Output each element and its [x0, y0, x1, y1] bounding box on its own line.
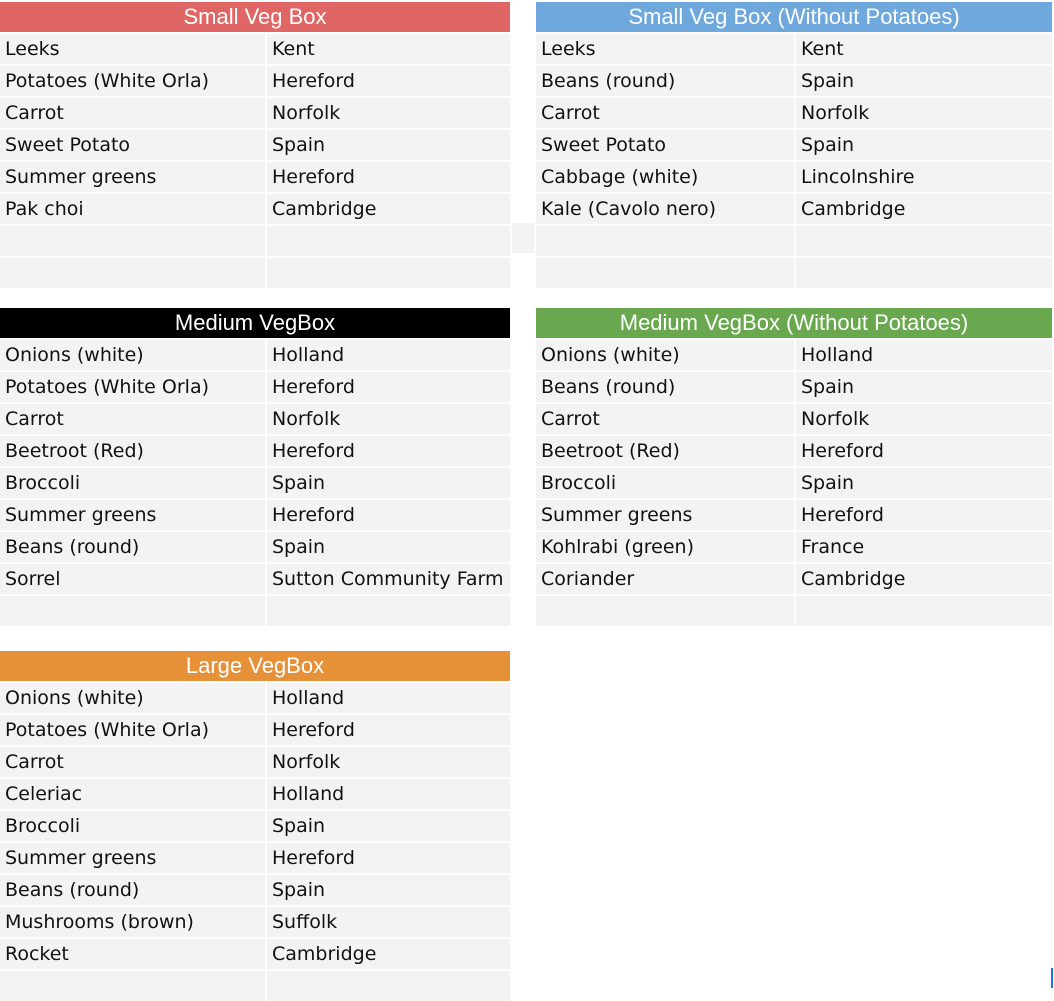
table-row: [0, 162, 510, 192]
vegetable-cell[interactable]: Broccoli: [0, 468, 265, 498]
table-row: [536, 596, 1052, 626]
vegetable-cell[interactable]: [536, 226, 794, 256]
origin-cell[interactable]: Hereford: [267, 843, 510, 873]
origin-cell[interactable]: Holland: [267, 683, 510, 713]
table-row: [536, 532, 1052, 562]
table-row: [536, 98, 1052, 128]
vegetable-cell[interactable]: Sweet Potato: [536, 130, 794, 160]
table-row: [536, 34, 1052, 64]
table-row: [536, 194, 1052, 224]
table-row: [0, 66, 510, 96]
vegetable-cell[interactable]: Summer greens: [0, 500, 265, 530]
table-row: [536, 500, 1052, 530]
table-row: [0, 258, 510, 288]
origin-cell[interactable]: Hereford: [267, 436, 510, 466]
table-row: [0, 468, 510, 498]
table-row: [536, 130, 1052, 160]
table-row: [536, 258, 1052, 288]
table-row: [536, 340, 1052, 370]
medium-vegbox-no-potatoes-table: [536, 308, 1052, 626]
table-row: [0, 130, 510, 160]
vegetable-cell[interactable]: Sweet Potato: [0, 130, 265, 160]
origin-cell[interactable]: Holland: [267, 779, 510, 809]
table-row: [0, 907, 510, 937]
vegetable-cell[interactable]: Broccoli: [536, 468, 794, 498]
table-row: [536, 226, 1052, 256]
vegetable-cell[interactable]: Carrot: [536, 98, 794, 128]
table-row: [0, 404, 510, 434]
large-vegbox-header: Large VegBox: [0, 651, 510, 681]
table-row: [0, 226, 510, 256]
table-row: [536, 372, 1052, 402]
vegetable-cell[interactable]: Leeks: [536, 34, 794, 64]
small-veg-box-rows: [0, 34, 510, 288]
table-row: [0, 683, 510, 713]
table-row: [536, 162, 1052, 192]
vegetable-cell[interactable]: [536, 258, 794, 288]
vegetable-cell[interactable]: Coriander: [536, 564, 794, 594]
origin-cell[interactable]: Suffolk: [267, 907, 510, 937]
origin-cell[interactable]: Spain: [267, 811, 510, 841]
table-row: [0, 500, 510, 530]
table-row: [0, 596, 510, 626]
table-row: [0, 372, 510, 402]
table-row: [0, 715, 510, 745]
origin-cell[interactable]: Norfolk: [267, 98, 510, 128]
vegetable-cell[interactable]: Beetroot (Red): [0, 436, 265, 466]
vegetable-cell[interactable]: Beans (round): [536, 66, 794, 96]
origin-cell[interactable]: Spain: [796, 372, 1052, 402]
origin-cell[interactable]: [267, 258, 510, 288]
origin-cell[interactable]: Norfolk: [796, 98, 1052, 128]
table-row: [536, 404, 1052, 434]
origin-cell[interactable]: Lincolnshire: [796, 162, 1052, 192]
origin-cell[interactable]: Spain: [267, 875, 510, 905]
table-row: [0, 194, 510, 224]
origin-cell[interactable]: Hereford: [267, 715, 510, 745]
origin-cell[interactable]: Sutton Community Farm: [267, 564, 510, 594]
origin-cell[interactable]: Cambridge: [796, 194, 1052, 224]
vegetable-cell[interactable]: Potatoes (White Orla): [0, 715, 265, 745]
vegetable-cell[interactable]: Beans (round): [0, 532, 265, 562]
vegetable-cell[interactable]: [0, 258, 265, 288]
origin-cell[interactable]: Holland: [796, 340, 1052, 370]
vegetable-cell[interactable]: [536, 596, 794, 626]
vegetable-cell[interactable]: Potatoes (White Orla): [0, 66, 265, 96]
vegetable-cell[interactable]: Pak choi: [0, 194, 265, 224]
origin-cell[interactable]: Hereford: [267, 500, 510, 530]
table-row: [0, 436, 510, 466]
origin-cell[interactable]: Spain: [796, 66, 1052, 96]
vegetable-cell[interactable]: [0, 226, 265, 256]
vegetable-cell[interactable]: Leeks: [0, 34, 265, 64]
origin-cell[interactable]: Spain: [796, 468, 1052, 498]
vegetable-cell[interactable]: [0, 971, 265, 1001]
table-row: [536, 436, 1052, 466]
origin-cell[interactable]: Cambridge: [267, 939, 510, 969]
origin-cell[interactable]: Norfolk: [267, 747, 510, 777]
vegetable-cell[interactable]: Cabbage (white): [536, 162, 794, 192]
vegetable-cell[interactable]: Beans (round): [536, 372, 794, 402]
origin-cell[interactable]: [796, 596, 1052, 626]
origin-cell[interactable]: France: [796, 532, 1052, 562]
vegetable-cell[interactable]: Mushrooms (brown): [0, 907, 265, 937]
table-row: [0, 811, 510, 841]
vegetable-cell[interactable]: Kohlrabi (green): [536, 532, 794, 562]
vegetable-cell[interactable]: Carrot: [0, 98, 265, 128]
origin-cell[interactable]: Cambridge: [796, 564, 1052, 594]
table-row: [536, 468, 1052, 498]
large-vegbox-rows: [0, 683, 510, 1001]
medium-vegbox-no-potatoes-header: Medium VegBox (Without Potatoes): [536, 308, 1052, 338]
vegetable-cell[interactable]: Summer greens: [0, 843, 265, 873]
table-row: [0, 340, 510, 370]
table-row: [0, 34, 510, 64]
small-veg-box-no-potatoes-rows: [536, 34, 1052, 288]
table-row: [536, 66, 1052, 96]
origin-cell[interactable]: Norfolk: [267, 404, 510, 434]
origin-cell[interactable]: Spain: [796, 130, 1052, 160]
origin-cell[interactable]: [267, 226, 510, 256]
spreadsheet-cell[interactable]: [512, 223, 534, 253]
table-row: [0, 532, 510, 562]
origin-cell[interactable]: [267, 971, 510, 1001]
origin-cell[interactable]: Hereford: [267, 372, 510, 402]
medium-vegbox-no-potatoes-rows: [536, 340, 1052, 626]
vegetable-cell[interactable]: Sorrel: [0, 564, 265, 594]
vegetable-cell[interactable]: Onions (white): [536, 340, 794, 370]
table-row: [0, 843, 510, 873]
table-row: [0, 564, 510, 594]
origin-cell[interactable]: Spain: [267, 468, 510, 498]
medium-vegbox-table: [0, 308, 510, 626]
vegetable-cell[interactable]: Beans (round): [0, 875, 265, 905]
vegetable-cell[interactable]: Summer greens: [0, 162, 265, 192]
vegetable-cell[interactable]: Celeriac: [0, 779, 265, 809]
small-veg-box-header: Small Veg Box: [0, 2, 510, 32]
vegetable-cell[interactable]: Onions (white): [0, 340, 265, 370]
origin-cell[interactable]: Kent: [267, 34, 510, 64]
small-veg-box-table: [0, 2, 510, 288]
table-row: [0, 779, 510, 809]
table-row: [0, 875, 510, 905]
vegetable-cell[interactable]: Onions (white): [0, 683, 265, 713]
origin-cell[interactable]: Hereford: [796, 500, 1052, 530]
table-row: [0, 939, 510, 969]
vegetable-cell[interactable]: Potatoes (White Orla): [0, 372, 265, 402]
origin-cell[interactable]: Holland: [267, 340, 510, 370]
small-veg-box-no-potatoes-header: Small Veg Box (Without Potatoes): [536, 2, 1052, 32]
origin-cell[interactable]: Spain: [267, 130, 510, 160]
small-veg-box-no-potatoes-table: [536, 2, 1052, 288]
vegetable-cell[interactable]: Beetroot (Red): [536, 436, 794, 466]
origin-cell[interactable]: Cambridge: [267, 194, 510, 224]
table-row: [0, 971, 510, 1001]
origin-cell[interactable]: Spain: [267, 532, 510, 562]
origin-cell[interactable]: [796, 226, 1052, 256]
medium-vegbox-header: Medium VegBox: [0, 308, 510, 338]
origin-cell[interactable]: [796, 258, 1052, 288]
table-row: [536, 564, 1052, 594]
origin-cell[interactable]: [267, 596, 510, 626]
table-row: [0, 98, 510, 128]
origin-cell[interactable]: Hereford: [267, 66, 510, 96]
vegetable-cell[interactable]: Kale (Cavolo nero): [536, 194, 794, 224]
origin-cell[interactable]: Hereford: [267, 162, 510, 192]
selection-edge-marker: [1051, 968, 1053, 988]
vegetable-cell[interactable]: [0, 596, 265, 626]
origin-cell[interactable]: Kent: [796, 34, 1052, 64]
vegetable-cell[interactable]: Broccoli: [0, 811, 265, 841]
vegetable-cell[interactable]: Carrot: [0, 404, 265, 434]
origin-cell[interactable]: Hereford: [796, 436, 1052, 466]
origin-cell[interactable]: Norfolk: [796, 404, 1052, 434]
vegetable-cell[interactable]: Rocket: [0, 939, 265, 969]
vegetable-cell[interactable]: Carrot: [0, 747, 265, 777]
medium-vegbox-rows: [0, 340, 510, 626]
large-vegbox-table: [0, 651, 510, 1001]
vegetable-cell[interactable]: Summer greens: [536, 500, 794, 530]
table-row: [0, 747, 510, 777]
vegetable-cell[interactable]: Carrot: [536, 404, 794, 434]
